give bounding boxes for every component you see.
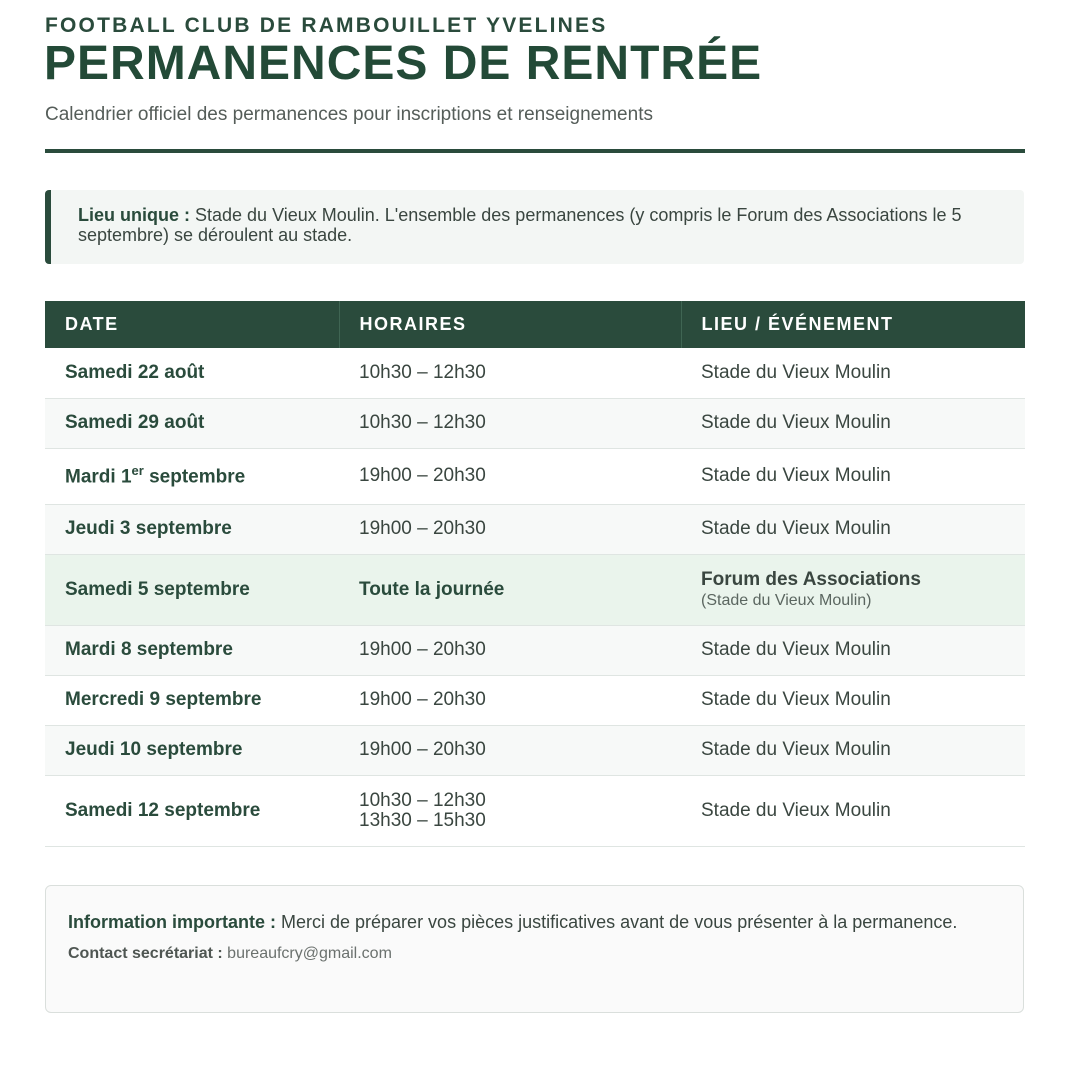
row-date: Mercredi 9 septembre <box>45 675 339 725</box>
table-row-highlight <box>45 554 1025 625</box>
row-date: Samedi 5 septembre <box>45 554 339 625</box>
table-row <box>45 448 1025 504</box>
row-time: 19h00 – 20h30 <box>339 675 681 725</box>
header-hours: HORAIRES <box>339 301 681 348</box>
row-time: 10h30 – 12h30 <box>339 398 681 448</box>
contact-email: bureaufcry@gmail.com <box>222 945 392 962</box>
row-date <box>45 448 339 504</box>
row-place: Stade du Vieux Moulin <box>681 675 1025 725</box>
table-row <box>45 725 1025 775</box>
row-place <box>681 554 1025 625</box>
date-text: Mardi 1 <box>65 466 132 488</box>
notice-label: Lieu unique : <box>78 205 190 225</box>
table-row <box>45 504 1025 554</box>
contact-line <box>68 945 1001 963</box>
row-place: Stade du Vieux Moulin <box>681 398 1025 448</box>
row-place: Stade du Vieux Moulin <box>681 775 1025 846</box>
schedule-table <box>45 301 1025 847</box>
row-time <box>339 775 681 846</box>
header-place: LIEU / ÉVÉNEMENT <box>681 301 1025 348</box>
row-date: Samedi 29 août <box>45 398 339 448</box>
event-name: Forum des Associations <box>701 568 921 590</box>
notice-text: Stade du Vieux Moulin. L'ensemble des permanences (y compris le Forum des Associations le 5 septembre) se déroulent au stade. <box>78 205 962 245</box>
info-label: Information importante : <box>68 912 276 932</box>
row-date: Jeudi 3 septembre <box>45 504 339 554</box>
contact-label: Contact secrétariat : <box>68 945 223 962</box>
table-row <box>45 348 1025 398</box>
row-time: 19h00 – 20h30 <box>339 625 681 675</box>
row-time: Toute la journée <box>339 554 681 625</box>
title-divider <box>45 149 1025 153</box>
row-place: Stade du Vieux Moulin <box>681 725 1025 775</box>
ordinal-suffix: er <box>131 463 144 479</box>
row-date: Jeudi 10 septembre <box>45 725 339 775</box>
row-date: Mardi 8 septembre <box>45 625 339 675</box>
row-place: Stade du Vieux Moulin <box>681 504 1025 554</box>
table-row <box>45 675 1025 725</box>
info-paragraph <box>68 912 1001 932</box>
table-header-row <box>45 301 1025 348</box>
page-title: PERMANENCES DE RENTRÉE <box>44 37 763 90</box>
important-info-box <box>45 885 1024 1013</box>
row-date: Samedi 12 septembre <box>45 775 339 846</box>
row-time: 19h00 – 20h30 <box>339 504 681 554</box>
location-notice <box>45 190 1024 264</box>
time-slot: 13h30 – 15h30 <box>359 809 486 831</box>
page-subtitle: Calendrier officiel des permanences pour inscriptions et renseignements <box>45 104 653 125</box>
row-time: 19h00 – 20h30 <box>339 448 681 504</box>
event-location: (Stade du Vieux Moulin) <box>701 591 872 609</box>
header-date: DATE <box>45 301 339 348</box>
row-time: 19h00 – 20h30 <box>339 725 681 775</box>
table-row <box>45 398 1025 448</box>
table-row <box>45 775 1025 846</box>
row-place: Stade du Vieux Moulin <box>681 625 1025 675</box>
info-text: Merci de préparer vos pièces justificatives avant de vous présenter à la permanence. <box>276 912 958 932</box>
table-row <box>45 625 1025 675</box>
row-date: Samedi 22 août <box>45 348 339 398</box>
row-time: 10h30 – 12h30 <box>339 348 681 398</box>
row-place: Stade du Vieux Moulin <box>681 348 1025 398</box>
club-name: FOOTBALL CLUB DE RAMBOUILLET YVELINES <box>45 14 608 37</box>
row-place: Stade du Vieux Moulin <box>681 448 1025 504</box>
time-slot: 10h30 – 12h30 <box>359 789 486 811</box>
date-text: septembre <box>143 466 246 488</box>
